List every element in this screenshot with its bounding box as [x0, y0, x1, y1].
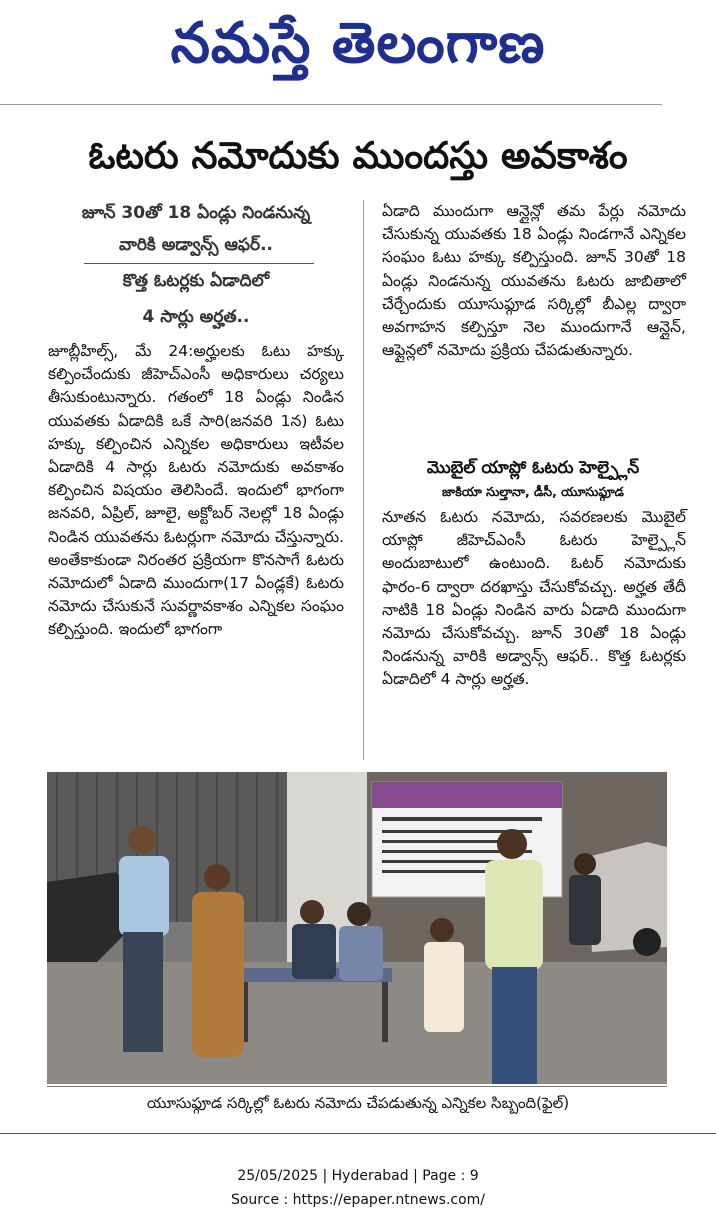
photo-caption: యూసుఫ్గూడ సర్కిల్లో ఓటరు నమోదు చేపడుతున్న ఎన్నికల సిబ్బంది(ఫైల్): [146, 1094, 570, 1112]
photo-illustration: [47, 772, 667, 1084]
left-column: [48, 340, 344, 642]
kicker-line: జూన్ 30తో 18 ఏండ్లు నిండనున్న: [81, 203, 311, 223]
right-column-top: [382, 200, 686, 362]
masthead: [0, 0, 716, 92]
headline: ఓటరు నమోదుకు ముందస్తు అవకాశం: [88, 134, 628, 177]
subhead: మొబైల్ యాప్లో ఓటరు హెల్ప్లైన్: [426, 458, 640, 478]
kicker-line: కొత్త ఓటర్లకు ఏడాదిలో: [122, 271, 270, 291]
footer-source: Source : https://epaper.ntnews.com/: [230, 1192, 486, 1208]
news-photo: [47, 772, 667, 1084]
newspaper-title: నమస్తే తెలంగాణ: [170, 11, 546, 76]
kicker-separator: [84, 263, 314, 264]
column-divider: [363, 200, 364, 760]
footer-dateline: 25/05/2025 | Hyderabad | Page : 9: [237, 1168, 479, 1184]
byline: జాకియా సుల్తానా, డీసీ, యూసుఫ్గూడ: [442, 484, 624, 499]
paragraph: జూబ్లీహిల్స్, మే 24:అర్హులకు ఓటు హక్కు కల్పించేందుకు జీహెచ్ఎంసీ అధికారులు చర్యలు తీసుకుంటున్నారు. గతంలో 18 ఏండ్లు నిండిన యువతకు ఏడాదికి ఒకే సారి(జనవరి 1న) ఓటు హక్కు కల్పించిన ఎన్నికల అధికారులు ఇటీవల ఏడాదికి 4 సార్లు ఓటరు నమోదుకు అవకాశం కల్పించిన విషయం తెలిసిందే. ఇందులో భాగంగా జనవరి, ఏప్రిల్, జూలై, అక్టోబర్ నెలల్లో 18 ఏండ్లు నిండిన యువతను ఓటర్లుగా నమోదు చేస్తున్నారు. అంతేకాకుండా నిరంతర ప్రక్రియగా కొనసాగే ఓటరు నమోదులో ఏడాది ముందుగా(17 ఏండ్లకే) ఓటరు నమోదు చేసుకునే సువర్ణావకాశం ఎన్నికల సంఘం కల్పిస్తుంది. ఇందులో భాగంగా: [48, 342, 344, 639]
masthead-divider: [0, 104, 662, 105]
paragraph: ఏడాది ముందుగా ఆన్లైన్లో తమ పేర్లు నమోదు చేసుకున్న యువతకు 18 ఏండ్లు నిండగానే ఎన్నికల సంఘం ఓటు హక్కు కల్పిస్తుంది. జూన్ 30తో 18 ఏండ్లు నిండనున్న యువతను ఓటరు జాబితాలో చేర్చేందుకు యూసుఫ్గూడ సర్కిల్లో బీఎల్ల ద్వారా అవగాహన కల్పిస్తూ నెల ముందుగానే ఆన్లైన్, ఆఫ్లైన్లలో నమోదు ప్రక్రియ చేపడుతున్నారు.: [382, 202, 686, 360]
paragraph: నూతన ఓటరు నమోదు, సవరణలకు మొబైల్ యాప్లో జీహెచ్ఎంసీ ఓటరు హెల్ప్లైన్ అందుబాటులో ఉంటుంది. ఓటర్ నమోదుకు ఫారం-6 ద్వారా దరఖాస్తు చేసుకోవచ్చు. అర్హత తేదీ నాటికి 18 ఏండ్లు నిండిన వారు ఏడాది ముందుగా నమోదు చేసుకోవచ్చు. జూన్ 30తో 18 ఏండ్లు నిండనున్న వారికి అడ్వాన్స్ ఆఫర్.. కొత్త ఓటర్లకు ఏడాదిలో 4 సార్లు అర్హత.: [382, 508, 686, 689]
page-divider: [0, 1133, 716, 1134]
right-column-bottom: [382, 506, 686, 692]
caption-rule: [47, 1086, 667, 1087]
kicker-line: వారికి అడ్వాన్స్ ఆఫర్..: [119, 235, 273, 255]
kicker-line: 4 సార్లు అర్హత..: [142, 307, 250, 327]
